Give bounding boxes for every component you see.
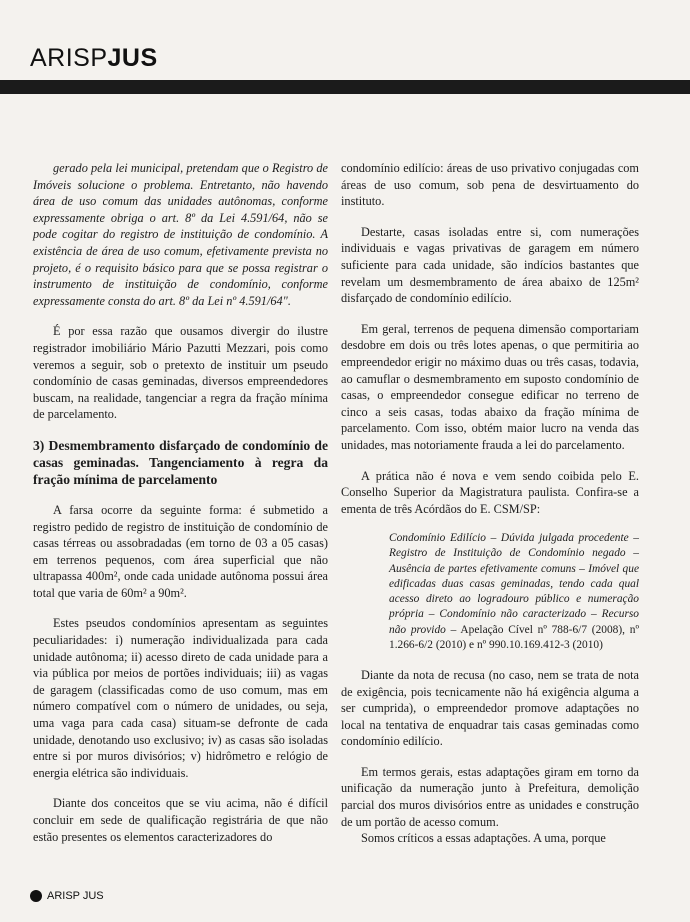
logo-bold-text: JUS: [107, 44, 158, 72]
page-footer: [30, 890, 104, 902]
case-law-citation: – Apelação Cível nº 788-6/7 (2008), nº 1.266-6/2 (2010) e nº 990.10.169.412-3 (2010): [389, 623, 639, 651]
footer-label: ARISP JUS: [47, 890, 104, 902]
paragraph: Em termos gerais, estas adaptações giram em torno da unificação da numeração junto à Prefeitura, demolição parcial dos muros divisórios entre as unidades e construção de um portão de acesso comum.: [341, 764, 639, 829]
arispjus-logo: [30, 46, 158, 71]
paragraph: A farsa ocorre da seguinte forma: é submetido a registro pedido de registro de instituição de condomínio de casas térreas ou assobradadas (em torno de 03 a 05 casas) em terrenos pequenos, com área superficial que não ultrapassa 400m², onde cada unidade autônoma possui área total que varia de 60m² a 90m².: [33, 502, 328, 600]
paragraph: Diante da nota de recusa (no caso, nem se trata de nota de exigência, pois tecnicamente não há exigência alguma a ser cumprida), o empreendedor promove adaptações no local na tentativa de enquadrar tais casas geminadas como condomínio edilício.: [341, 667, 639, 749]
footer-page-marker: [30, 890, 42, 902]
right-column: [341, 160, 639, 847]
header-bar: [0, 80, 690, 94]
case-law-summary: Condomínio Edilício – Dúvida julgada procedente – Registro de Instituição de Condomínio negado – Ausência de partes efetivamente comuns – Imóvel que edificadas duas casas geminadas, tendo cada qual acesso direto ao logradouro público e numeração própria – Condomínio não caracterizado – Recurso não provido: [389, 532, 639, 636]
paragraph-continuation: condomínio edilício: áreas de uso privativo conjugadas com áreas de uso comum, sob pena de desvirtuamento do instituto.: [341, 161, 639, 209]
case-law-quote: [389, 531, 639, 653]
paragraph: Somos críticos a essas adaptações. A uma, porque: [361, 831, 606, 846]
paragraph: Estes pseudos condomínios apresentam as seguintes peculiaridades: i) numeração individualizada para cada unidade autônoma; ii) acesso direto de cada unidade para a via pública por meios de portões individuais; iii) as vagas de garagem (classificadas como de uso comum, mas em número compatível com o número de unidades, ou seja, uma vaga para cada casa) situam-se defronte de cada unidade, denotando uso exclusivo; iv) as casas são isoladas entre si por muros divisórios; v) hidrômetro e relógio de energia elétrica são individuais.: [33, 616, 328, 780]
law-quote: gerado pela lei municipal, pretendam que o Registro de Imóveis solucione o problema. Entretanto, não havendo área de uso comum das unidades autônomas, conforme expressamente obriga o art. 8º da Lei 4.591/64, não se pode cogitar do registro de instituição de condomínio. A existência de área de uso comum, efetivamente prevista no projeto, é o requisito básico para que se possa registrar o instrumento de instituição de condomínio, conforme expressamente consta do art. 8º da Lei nº 4.591/64".: [33, 161, 328, 308]
left-column: [33, 160, 328, 845]
paragraph: Destarte, casas isoladas entre si, com numerações individuais e vagas privativas de garagem em número suficiente para cada unidade, são indícios bastantes que revelam um desmembramento de área abaixo de 125m² disfarçado de condomínio edilício.: [341, 224, 639, 306]
section-heading: 3) Desmembramento disfarçado de condomínio de casas geminadas. Tangenciamento à regra da fração mínima de parcelamento: [33, 437, 328, 487]
paragraph: Diante dos conceitos que se viu acima, não é difícil concluir em sede de qualificação registrária de que não estão presentes os elementos caracterizadores do: [33, 796, 328, 844]
paragraph: É por essa razão que ousamos divergir do ilustre registrador imobiliário Mário Pazutti Mezzari, pois como veremos a seguir, sob o pretexto de instituir um pseudo condomínio de casas geminadas, diversos empreendedores buscam, na realidade, tangenciar a regra da fração mínima de parcelamento.: [33, 324, 328, 422]
paragraph: Em geral, terrenos de pequena dimensão comportariam desdobre em dois ou três lotes apenas, o que permitiria ao empreendedor erigir no máximo duas ou três casas, todavia, ao camuflar o desmembramento em suposto condomínio de casas, o empreendedor consegue edificar no terreno de cinco a seis casas, todas abaixo da fração mínima de parcelamento. Com isso, obtém maior lucro na venda das unidades, mas notoriamente frauda a lei do parcelamento.: [341, 321, 639, 452]
paragraph: A prática não é nova e vem sendo coibida pelo E. Conselho Superior da Magistratura paulista. Confira-se a ementa de três Acórdãos do E. CSM/SP:: [341, 468, 639, 516]
logo-light-text: ARISP: [30, 44, 108, 72]
